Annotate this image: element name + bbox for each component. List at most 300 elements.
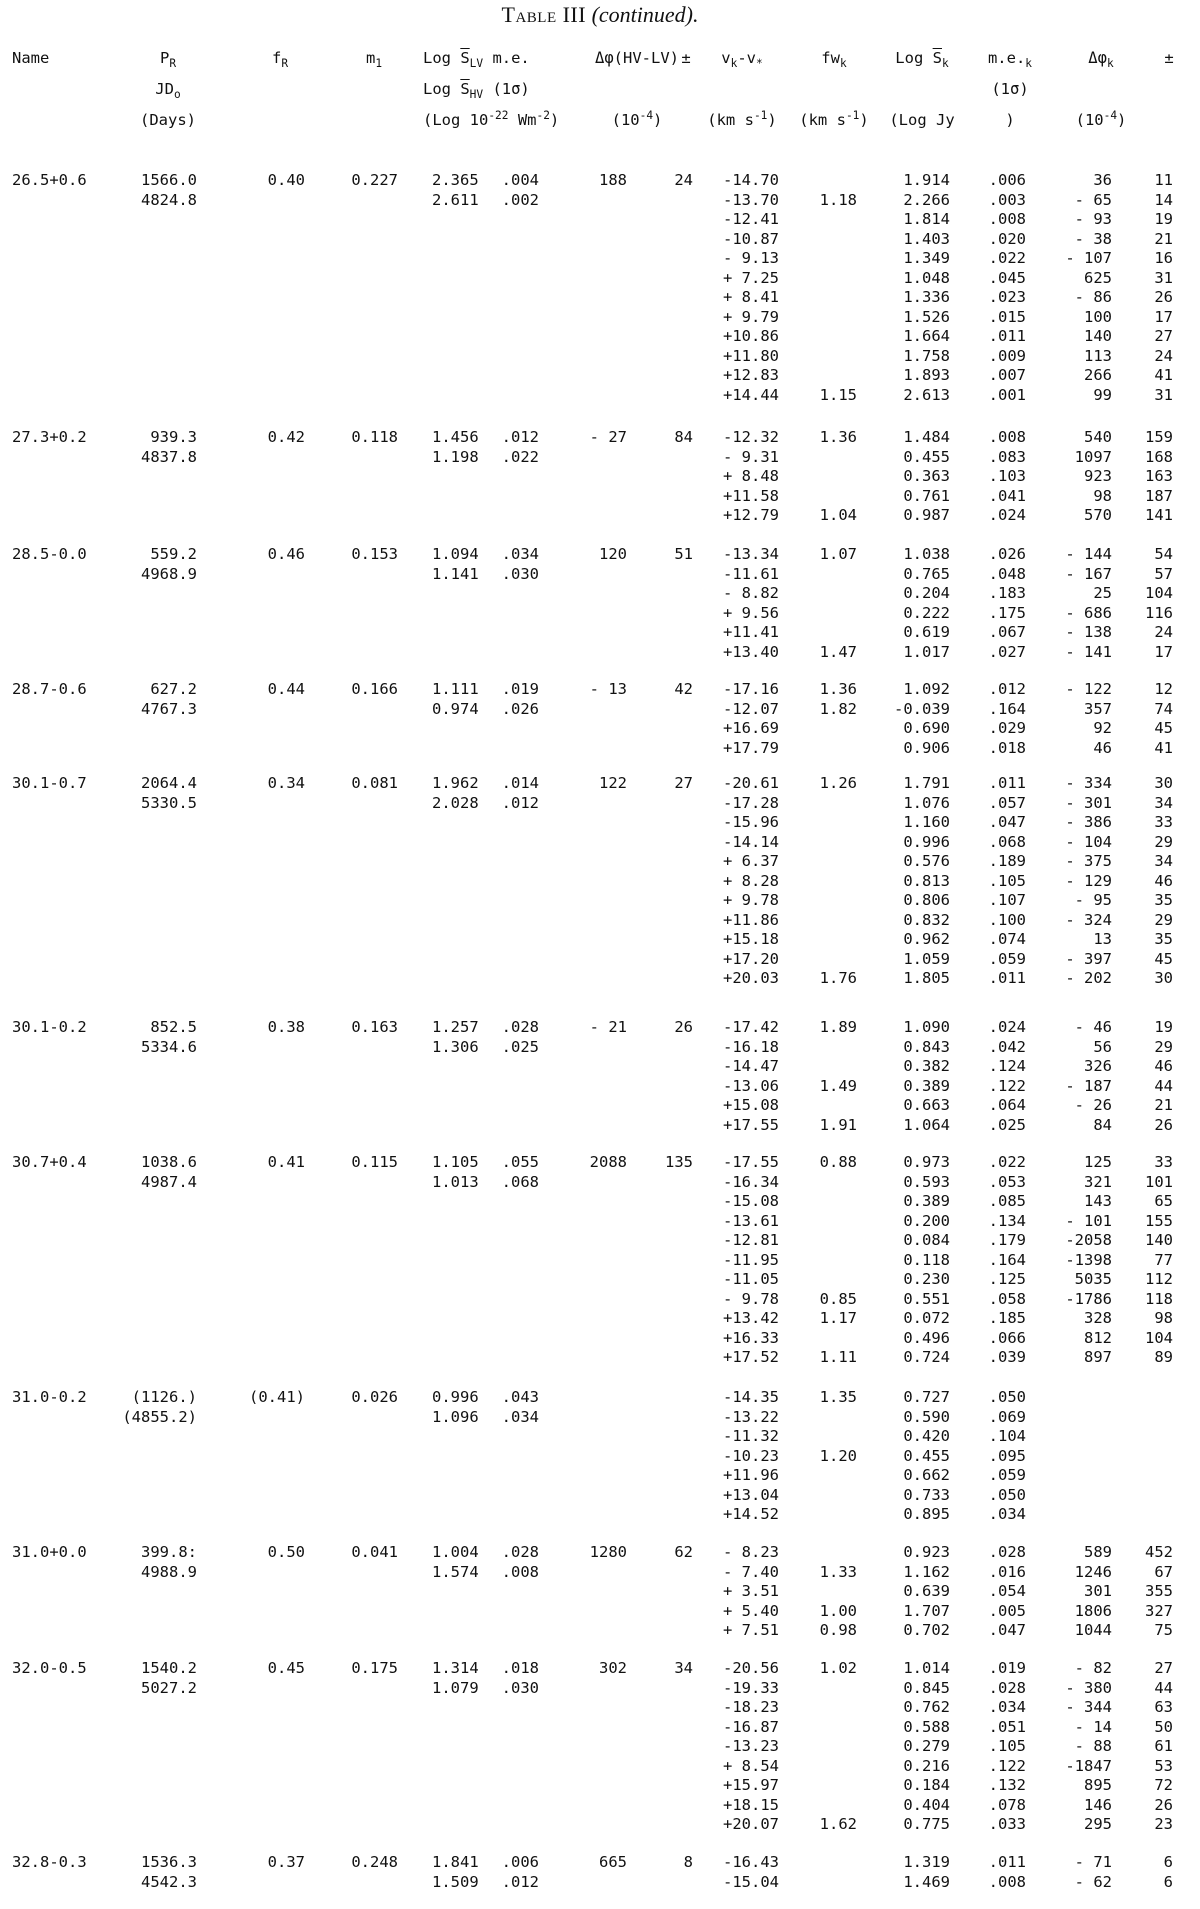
me-value: .012 — [501, 1872, 539, 1891]
fwk-value: 1.36 — [819, 428, 857, 446]
dphik-value: 570 — [1084, 506, 1112, 524]
log-sk-value: 1.162 — [903, 1562, 950, 1581]
velocity-value: -10.87 — [723, 229, 779, 248]
log-sk-value: 0.230 — [903, 1270, 950, 1288]
jd0-value: 4824.8 — [141, 190, 197, 209]
dphi-error-value: 26 — [674, 1018, 693, 1036]
fwk-value: 1.82 — [819, 699, 857, 718]
log-sk-value: 1.090 — [903, 1018, 950, 1036]
me-value: .030 — [501, 564, 539, 583]
dphik-error-value: 33 — [1154, 813, 1173, 831]
dphik-error-value: 26 — [1154, 1795, 1173, 1814]
dphik-error-value: 141 — [1145, 506, 1173, 524]
log-slv-value: 1.105 — [432, 1153, 479, 1171]
dphik-error-value: 16 — [1154, 249, 1173, 267]
velocity-value: -11.61 — [723, 564, 779, 583]
velocity-value: - 9.78 — [723, 1289, 779, 1308]
dphik-value: - 301 — [1065, 793, 1112, 812]
log-shv-value: 1.198 — [432, 447, 479, 466]
log-sk-value: 1.038 — [903, 545, 950, 563]
velocity-value: +12.79 — [723, 506, 779, 524]
dphik-error-value: 116 — [1145, 603, 1173, 622]
log-sk-value: 0.389 — [903, 1192, 950, 1210]
dphik-error-value: 29 — [1154, 832, 1173, 851]
dphik-error-value: 19 — [1154, 1018, 1173, 1036]
velocity-value: -11.32 — [723, 1427, 779, 1445]
dphik-value: - 129 — [1065, 871, 1112, 890]
mek-value: .047 — [988, 1621, 1026, 1639]
me-value: .028 — [501, 1018, 539, 1036]
m1-value: 0.041 — [351, 1543, 398, 1561]
dphik-value: - 202 — [1065, 969, 1112, 987]
velocity-value: +13.40 — [723, 642, 779, 661]
velocity-value: +11.58 — [723, 486, 779, 505]
velocity-value: + 8.41 — [723, 288, 779, 306]
dphik-value: 589 — [1084, 1543, 1112, 1561]
table-title — [0, 2, 1200, 28]
dphik-error-value: 27 — [1154, 1659, 1173, 1677]
mek-value: .019 — [988, 1659, 1026, 1677]
mek-value: .083 — [988, 447, 1026, 466]
source-name: 27.3+0.2 — [12, 428, 87, 446]
velocity-value: - 7.40 — [723, 1562, 779, 1581]
source-name: 32.8-0.3 — [12, 1853, 87, 1871]
log-sk-value: 0.216 — [903, 1756, 950, 1775]
mek-value: .050 — [988, 1388, 1026, 1406]
mek-value: .122 — [988, 1076, 1026, 1095]
dphik-error-value: 45 — [1154, 719, 1173, 737]
velocity-value: -13.23 — [723, 1737, 779, 1755]
fr-value: 0.50 — [267, 1543, 305, 1561]
mek-value: .100 — [988, 910, 1026, 929]
log-sk-value: 0.996 — [903, 832, 950, 851]
dphi-hv-lv-value: 665 — [599, 1853, 627, 1871]
velocity-value: -11.05 — [723, 1270, 779, 1288]
m1-value: 0.166 — [351, 680, 398, 698]
velocity-value: + 3.51 — [723, 1582, 779, 1600]
source-name: 31.0-0.2 — [12, 1388, 87, 1406]
dphik-value: 812 — [1084, 1328, 1112, 1347]
log-sk-value: 0.973 — [903, 1153, 950, 1171]
dphik-value: - 138 — [1065, 623, 1112, 641]
m1-value: 0.163 — [351, 1018, 398, 1036]
log-slv-value: 1.314 — [432, 1659, 479, 1677]
m1-value: 0.175 — [351, 1659, 398, 1677]
dphik-value: - 375 — [1065, 852, 1112, 870]
dphik-error-value: 74 — [1154, 699, 1173, 718]
log-sk-value: 1.014 — [903, 1659, 950, 1677]
dphik-error-value: 140 — [1145, 1231, 1173, 1249]
dphik-value: 266 — [1084, 366, 1112, 384]
column-header-sk: Log $\overline{S}_k$ — [895, 49, 949, 70]
fr-value: 0.40 — [267, 171, 305, 189]
log-slv-value: 1.962 — [432, 774, 479, 792]
mek-value: .057 — [988, 793, 1026, 812]
mek-value: .183 — [988, 584, 1026, 602]
log-sk-value: -0.039 — [894, 699, 950, 718]
mek-value: .034 — [988, 1698, 1026, 1716]
dphik-value: 1246 — [1074, 1562, 1112, 1581]
dphik-error-value: 46 — [1154, 871, 1173, 890]
mek-value: .179 — [988, 1231, 1026, 1249]
dphi-error-value: 24 — [674, 171, 693, 189]
mek-value: .022 — [988, 1153, 1026, 1171]
dphik-value: 143 — [1084, 1192, 1112, 1210]
column-header-logs: (Log $10^{-22}$ $Wm^{-2}$) — [423, 108, 560, 129]
dphik-value: 326 — [1084, 1057, 1112, 1075]
dphik-error-value: 89 — [1154, 1348, 1173, 1366]
velocity-value: +17.79 — [723, 738, 779, 757]
dphik-error-value: 29 — [1154, 1037, 1173, 1056]
fwk-value: 0.98 — [819, 1621, 857, 1639]
log-slv-value: 2.365 — [432, 171, 479, 189]
dphik-error-value: 57 — [1154, 564, 1173, 583]
velocity-value: -10.23 — [723, 1446, 779, 1465]
mek-value: .122 — [988, 1756, 1026, 1775]
dphik-value: 56 — [1093, 1037, 1112, 1056]
mek-value: .175 — [988, 603, 1026, 622]
me-value: .018 — [501, 1659, 539, 1677]
log-shv-value: 1.306 — [432, 1037, 479, 1056]
dphik-error-value: 26 — [1154, 1115, 1173, 1134]
period-value: 1038.6 — [141, 1153, 197, 1171]
mek-value: .105 — [988, 1737, 1026, 1755]
velocity-value: +16.69 — [723, 719, 779, 737]
dphik-error-value: 6 — [1163, 1853, 1173, 1871]
fwk-value: 1.18 — [819, 190, 857, 209]
velocity-value: + 8.54 — [723, 1756, 779, 1775]
mek-value: .007 — [988, 366, 1026, 384]
velocity-value: +13.04 — [723, 1485, 779, 1504]
log-shv-value: 1.574 — [432, 1562, 479, 1581]
velocity-value: -17.16 — [723, 680, 779, 698]
dphik-error-value: 355 — [1145, 1582, 1173, 1600]
dphi-error-value: 51 — [674, 545, 693, 563]
dphi-hv-lv-value: - 21 — [589, 1018, 627, 1036]
log-sk-value: 0.184 — [903, 1776, 950, 1794]
velocity-value: - 8.23 — [723, 1543, 779, 1561]
mek-value: .029 — [988, 719, 1026, 737]
mek-value: .069 — [988, 1407, 1026, 1426]
dphi-hv-lv-value: - 27 — [589, 428, 627, 446]
log-slv-value: 1.257 — [432, 1018, 479, 1036]
jd0-value: 4987.4 — [141, 1172, 197, 1191]
dphik-error-value: 34 — [1154, 793, 1173, 812]
mek-value: .024 — [988, 506, 1026, 524]
dphik-error-value: 45 — [1154, 949, 1173, 968]
velocity-value: +11.96 — [723, 1466, 779, 1484]
mek-value: .189 — [988, 852, 1026, 870]
log-shv-value: 1.096 — [432, 1407, 479, 1426]
velocity-value: +14.52 — [723, 1505, 779, 1523]
column-header-fw: $fw_k$ — [821, 49, 847, 70]
mek-value: .027 — [988, 642, 1026, 661]
jd0-value: 4767.3 — [141, 699, 197, 718]
mek-value: .064 — [988, 1096, 1026, 1114]
velocity-value: -18.23 — [723, 1698, 779, 1716]
dphi-error-value: 34 — [674, 1659, 693, 1677]
log-shv-value: 0.974 — [432, 699, 479, 718]
source-name: 28.5-0.0 — [12, 545, 87, 563]
velocity-value: +11.86 — [723, 910, 779, 929]
dphi-error-value: 135 — [665, 1153, 693, 1171]
fwk-value: 1.15 — [819, 385, 857, 404]
log-slv-value: 0.996 — [432, 1388, 479, 1406]
jd0-value: (4855.2) — [122, 1407, 197, 1426]
log-sk-value: 1.076 — [903, 793, 950, 812]
log-sk-value: 0.619 — [903, 623, 950, 641]
dphik-error-value: 33 — [1154, 1153, 1173, 1171]
dphik-error-value: 75 — [1154, 1621, 1173, 1639]
dphik-value: - 101 — [1065, 1211, 1112, 1230]
dphik-error-value: 118 — [1145, 1289, 1173, 1308]
column-header-logs: Log $\overline{S}_{HV}$ (1σ) — [423, 80, 530, 101]
log-sk-value: 0.843 — [903, 1037, 950, 1056]
log-shv-value: 2.028 — [432, 793, 479, 812]
period-value: 399.8: — [141, 1543, 197, 1561]
log-sk-value: 0.118 — [903, 1250, 950, 1269]
mek-value: .009 — [988, 346, 1026, 365]
dphik-error-value: 24 — [1154, 346, 1173, 365]
log-sk-value: 1.349 — [903, 249, 950, 267]
dphik-value: - 324 — [1065, 910, 1112, 929]
dphik-value: 1806 — [1074, 1601, 1112, 1620]
dphi-error-value: 84 — [674, 428, 693, 446]
dphik-error-value: 46 — [1154, 1057, 1173, 1075]
log-sk-value: 0.845 — [903, 1678, 950, 1697]
mek-value: .050 — [988, 1485, 1026, 1504]
dphik-value: 98 — [1093, 486, 1112, 505]
dphik-error-value: 155 — [1145, 1211, 1173, 1230]
period-value: 559.2 — [150, 545, 197, 563]
jd0-value: 5334.6 — [141, 1037, 197, 1056]
mek-value: .053 — [988, 1172, 1026, 1191]
table-title-suffix: (continued). — [591, 2, 699, 27]
velocity-value: -14.70 — [723, 171, 779, 189]
me-value: .014 — [501, 774, 539, 792]
dphik-error-value: 44 — [1154, 1678, 1173, 1697]
log-slv-value: 1.111 — [432, 680, 479, 698]
log-sk-value: 0.072 — [903, 1309, 950, 1327]
velocity-value: +16.33 — [723, 1328, 779, 1347]
dphik-value: 295 — [1084, 1815, 1112, 1833]
velocity-value: -12.41 — [723, 210, 779, 228]
dphik-error-value: 27 — [1154, 327, 1173, 345]
velocity-value: +10.86 — [723, 327, 779, 345]
mek-value: .015 — [988, 307, 1026, 326]
fwk-value: 1.36 — [819, 680, 857, 698]
dphik-value: - 686 — [1065, 603, 1112, 622]
log-sk-value: 0.663 — [903, 1096, 950, 1114]
mek-value: .068 — [988, 832, 1026, 851]
velocity-value: +11.41 — [723, 623, 779, 641]
source-name: 30.7+0.4 — [12, 1153, 87, 1171]
velocity-value: +13.42 — [723, 1309, 779, 1327]
log-sk-value: 0.906 — [903, 738, 950, 757]
mek-value: .058 — [988, 1289, 1026, 1308]
mek-value: .026 — [988, 545, 1026, 563]
jd0-value: 4837.8 — [141, 447, 197, 466]
m1-value: 0.118 — [351, 428, 398, 446]
log-sk-value: 1.893 — [903, 366, 950, 384]
log-sk-value: 0.551 — [903, 1289, 950, 1308]
dphik-error-value: 104 — [1145, 584, 1173, 602]
mek-value: .006 — [988, 171, 1026, 189]
dphik-value: 99 — [1093, 385, 1112, 404]
dphik-error-value: 14 — [1154, 190, 1173, 209]
column-header-vk: (km $s^{-1}$) — [707, 108, 777, 129]
column-header-pr: (Days) — [140, 111, 196, 129]
mek-value: .103 — [988, 467, 1026, 485]
dphik-value: - 107 — [1065, 249, 1112, 267]
dphik-error-value: 327 — [1145, 1601, 1173, 1620]
me-value: .012 — [501, 793, 539, 812]
fwk-value: 1.89 — [819, 1018, 857, 1036]
dphik-value: - 95 — [1074, 891, 1112, 909]
log-sk-value: 1.526 — [903, 307, 950, 326]
log-sk-value: 0.724 — [903, 1348, 950, 1366]
dphik-error-value: 67 — [1154, 1562, 1173, 1581]
mek-value: .047 — [988, 813, 1026, 831]
dphik-error-value: 6 — [1163, 1872, 1173, 1891]
velocity-value: +14.44 — [723, 385, 779, 404]
velocity-value: -20.61 — [723, 774, 779, 792]
velocity-value: -13.06 — [723, 1076, 779, 1095]
source-name: 30.1-0.2 — [12, 1018, 87, 1036]
dphik-error-value: 31 — [1154, 268, 1173, 287]
log-shv-value: 1.013 — [432, 1172, 479, 1191]
log-sk-value: 0.420 — [903, 1427, 950, 1445]
dphik-value: - 82 — [1074, 1659, 1112, 1677]
dphik-error-value: 21 — [1154, 1096, 1173, 1114]
mek-value: .066 — [988, 1328, 1026, 1347]
log-sk-value: 1.707 — [903, 1601, 950, 1620]
log-sk-value: 1.064 — [903, 1115, 950, 1134]
log-sk-value: 1.664 — [903, 327, 950, 345]
fwk-value: 1.07 — [819, 545, 857, 563]
dphik-error-value: 163 — [1145, 467, 1173, 485]
velocity-value: +20.03 — [723, 969, 779, 987]
column-header-logs: Log $\overline{S}_{LV}$ m.e. — [423, 49, 530, 70]
dphik-value: - 86 — [1074, 288, 1112, 306]
period-value: 1540.2 — [141, 1659, 197, 1677]
log-sk-value: 0.895 — [903, 1505, 950, 1523]
me-value: .026 — [501, 699, 539, 718]
fwk-value: 1.11 — [819, 1348, 857, 1366]
velocity-value: +15.08 — [723, 1096, 779, 1114]
dphik-value: 100 — [1084, 307, 1112, 326]
dphi-hv-lv-value: - 13 — [589, 680, 627, 698]
mek-value: .008 — [988, 428, 1026, 446]
dphik-value: - 334 — [1065, 774, 1112, 792]
velocity-value: + 9.79 — [723, 307, 779, 326]
log-sk-value: 0.204 — [903, 584, 950, 602]
dphik-error-value: 104 — [1145, 1328, 1173, 1347]
log-sk-value: 1.484 — [903, 428, 950, 446]
me-value: .002 — [501, 190, 539, 209]
m1-value: 0.153 — [351, 545, 398, 563]
dphi-hv-lv-value: 2088 — [589, 1153, 627, 1171]
dphik-error-value: 23 — [1154, 1815, 1173, 1833]
fwk-value: 1.33 — [819, 1562, 857, 1581]
mek-value: .164 — [988, 1250, 1026, 1269]
fwk-value: 1.26 — [819, 774, 857, 792]
mek-value: .028 — [988, 1678, 1026, 1697]
log-sk-value: 0.588 — [903, 1717, 950, 1736]
dphi-error-value: 27 — [674, 774, 693, 792]
dphik-value: - 167 — [1065, 564, 1112, 583]
log-sk-value: 0.923 — [903, 1543, 950, 1561]
velocity-value: -15.08 — [723, 1192, 779, 1210]
me-value: .004 — [501, 171, 539, 189]
log-sk-value: 0.279 — [903, 1737, 950, 1755]
log-sk-value: 1.805 — [903, 969, 950, 987]
fwk-value: 1.02 — [819, 1659, 857, 1677]
velocity-value: -13.70 — [723, 190, 779, 209]
dphi-hv-lv-value: 1280 — [589, 1543, 627, 1561]
dphik-value: -1398 — [1065, 1250, 1112, 1269]
dphik-error-value: 112 — [1145, 1270, 1173, 1288]
column-header-m1: $m_1$ — [365, 49, 383, 70]
log-sk-value: 0.084 — [903, 1231, 950, 1249]
mek-value: .078 — [988, 1795, 1026, 1814]
dphik-value: 113 — [1084, 346, 1112, 365]
velocity-value: - 9.31 — [723, 447, 779, 466]
mek-value: .059 — [988, 949, 1026, 968]
dphik-value: - 122 — [1065, 680, 1112, 698]
velocity-value: -17.55 — [723, 1153, 779, 1171]
mek-value: .124 — [988, 1057, 1026, 1075]
velocity-value: -14.14 — [723, 832, 779, 851]
fr-value: 0.45 — [267, 1659, 305, 1677]
log-shv-value: 1.509 — [432, 1872, 479, 1891]
dphik-error-value: 63 — [1154, 1698, 1173, 1716]
log-sk-value: 2.266 — [903, 190, 950, 209]
log-sk-value: 0.382 — [903, 1057, 950, 1075]
source-name: 32.0-0.5 — [12, 1659, 87, 1677]
dphik-value: - 71 — [1074, 1853, 1112, 1871]
m1-value: 0.115 — [351, 1153, 398, 1171]
log-sk-value: 1.059 — [903, 949, 950, 968]
mek-value: .022 — [988, 249, 1026, 267]
me-value: .008 — [501, 1562, 539, 1581]
mek-value: .095 — [988, 1446, 1026, 1465]
log-slv-value: 1.841 — [432, 1853, 479, 1871]
velocity-value: + 7.51 — [723, 1621, 779, 1639]
dphik-error-value: 35 — [1154, 930, 1173, 948]
log-sk-value: 2.613 — [903, 385, 950, 404]
mek-value: .042 — [988, 1037, 1026, 1056]
mek-value: .003 — [988, 190, 1026, 209]
velocity-value: +17.55 — [723, 1115, 779, 1134]
dphik-error-value: 54 — [1154, 545, 1173, 563]
column-header-dphi: $(10^{-4})$ — [611, 108, 663, 129]
velocity-value: +12.83 — [723, 366, 779, 384]
fwk-value: 1.00 — [819, 1601, 857, 1620]
log-sk-value: 0.222 — [903, 603, 950, 622]
period-value: 2064.4 — [141, 774, 197, 792]
dphik-value: - 65 — [1074, 190, 1112, 209]
mek-value: .048 — [988, 564, 1026, 583]
dphik-error-value: 50 — [1154, 1717, 1173, 1736]
velocity-value: -15.96 — [723, 813, 779, 831]
log-sk-value: 0.813 — [903, 871, 950, 890]
jd0-value: 4542.3 — [141, 1872, 197, 1891]
dphik-error-value: 11 — [1154, 171, 1173, 189]
log-sk-value: 1.017 — [903, 642, 950, 661]
period-value: (1126.) — [131, 1388, 197, 1406]
dphik-error-value: 41 — [1154, 738, 1173, 757]
